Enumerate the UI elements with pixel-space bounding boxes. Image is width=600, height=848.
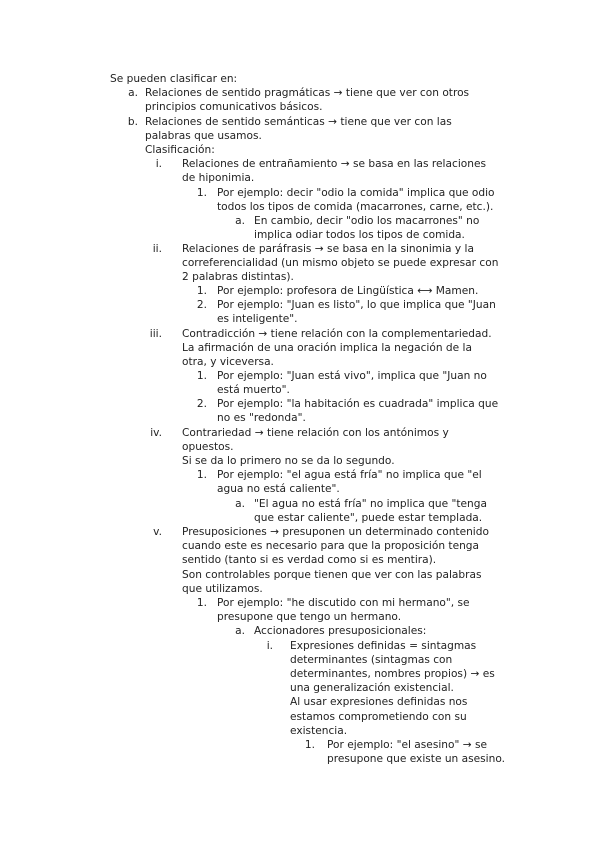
- trigger-line: existencia.: [290, 725, 348, 737]
- example-line: todos los tipos de comida (macarrones, carne, etc.).: [217, 201, 494, 213]
- item-ii-line: correferencialidad (un mismo objeto se puede expresar con: [182, 257, 499, 269]
- list-marker: i.: [266, 640, 273, 652]
- classification-label: Clasificación:: [145, 144, 215, 156]
- list-marker: a.: [235, 498, 245, 510]
- trigger-line: determinantes, nombres propios) → es: [290, 668, 495, 680]
- example-line: En cambio, decir "odio los macarrones" no: [254, 215, 480, 227]
- example-line: presupone que tengo un hermano.: [217, 611, 402, 623]
- example-line: agua no está caliente".: [217, 483, 340, 495]
- list-marker: 2.: [196, 299, 207, 311]
- item-v-line: que utilizamos.: [182, 583, 263, 595]
- item-v-line: Son controlables porque tienen que ver con las palabras: [182, 569, 482, 581]
- example-line: Por ejemplo: "la habitación es cuadrada" implica que: [217, 398, 499, 410]
- item-iv-line: Si se da lo primero no se da lo segundo.: [182, 455, 395, 467]
- list-marker: 1.: [304, 739, 315, 751]
- trigger-line: estamos comprometiendo con su: [290, 711, 467, 723]
- example-line: implica odiar todos los tipos de comida.: [254, 229, 465, 241]
- trigger-line: Expresiones definidas = sintagmas: [290, 640, 477, 652]
- intro-line: Se pueden clasificar en:: [110, 73, 238, 85]
- item-ii-line: Relaciones de paráfrasis → se basa en la sinonimia y la: [182, 243, 474, 255]
- list-marker: a.: [235, 625, 245, 637]
- list-marker: i.: [155, 158, 162, 170]
- example-line: presupone que existe un asesino.: [327, 753, 505, 765]
- example-line: Por ejemplo: "el asesino" → se: [327, 739, 488, 751]
- list-marker: iii.: [149, 328, 162, 340]
- trigger-line: Al usar expresiones definidas nos: [290, 696, 468, 708]
- trigger-line: determinantes (sintagmas con: [290, 654, 453, 666]
- example-line: Accionadores presuposicionales:: [254, 625, 427, 637]
- item-iv-line: Contrariedad → tiene relación con los antónimos y: [182, 427, 449, 439]
- list-marker: 1.: [196, 285, 207, 297]
- example-line: es inteligente".: [217, 313, 298, 325]
- list-marker: 1.: [196, 597, 207, 609]
- list-marker: b.: [127, 116, 138, 128]
- item-iii-line: La afirmación de una oración implica la negación de la: [182, 342, 472, 354]
- trigger-line: una generalización existencial.: [290, 682, 454, 694]
- item-a-line: Relaciones de sentido pragmáticas → tiene que ver con otros: [145, 87, 470, 99]
- item-v-line: cuando este es necesario para que la proposición tenga: [182, 540, 480, 552]
- example-line: Por ejemplo: "Juan está vivo", implica que "Juan no: [217, 370, 487, 382]
- item-i-line: de hiponimia.: [182, 172, 255, 184]
- list-marker: 2.: [196, 398, 207, 410]
- example-line: está muerto".: [217, 384, 290, 396]
- example-line: Por ejemplo: profesora de Lingüística ⟷ Mamen.: [217, 285, 479, 297]
- list-marker: a.: [235, 215, 245, 227]
- example-line: "El agua no está fría" no implica que "tenga: [254, 498, 487, 510]
- list-marker: iv.: [150, 427, 162, 439]
- example-line: que estar caliente", puede estar templada.: [254, 512, 483, 524]
- item-iii-line: Contradicción → tiene relación con la complementariedad.: [182, 328, 492, 340]
- list-marker: 1.: [196, 370, 207, 382]
- example-line: Por ejemplo: decir "odio la comida" implica que odio: [217, 187, 495, 199]
- list-marker: 1.: [196, 187, 207, 199]
- item-b-line: palabras que usamos.: [145, 130, 262, 142]
- item-v-line: Presuposiciones → presuponen un determinado contenido: [182, 526, 489, 538]
- example-line: Por ejemplo: "he discutido con mi hermano", se: [217, 597, 470, 609]
- example-line: Por ejemplo: "Juan es listo", lo que implica que "Juan: [217, 299, 496, 311]
- item-i-line: Relaciones de entrañamiento → se basa en las relaciones: [182, 158, 486, 170]
- list-marker: v.: [153, 526, 162, 538]
- example-line: no es "redonda".: [217, 412, 306, 424]
- item-ii-line: 2 palabras distintas).: [182, 271, 294, 283]
- item-iii-line: otra, y viceversa.: [182, 356, 274, 368]
- item-iv-line: opuestos.: [182, 441, 234, 453]
- item-b-line: Relaciones de sentido semánticas → tiene que ver con las: [145, 116, 452, 128]
- example-line: Por ejemplo: "el agua está fría" no implica que "el: [217, 469, 482, 481]
- item-v-line: sentido (tanto si es verdad como si es mentira).: [182, 554, 437, 566]
- list-marker: 1.: [196, 469, 207, 481]
- item-a-line: principios comunicativos básicos.: [145, 101, 323, 113]
- list-marker: ii.: [152, 243, 162, 255]
- list-marker: a.: [128, 87, 138, 99]
